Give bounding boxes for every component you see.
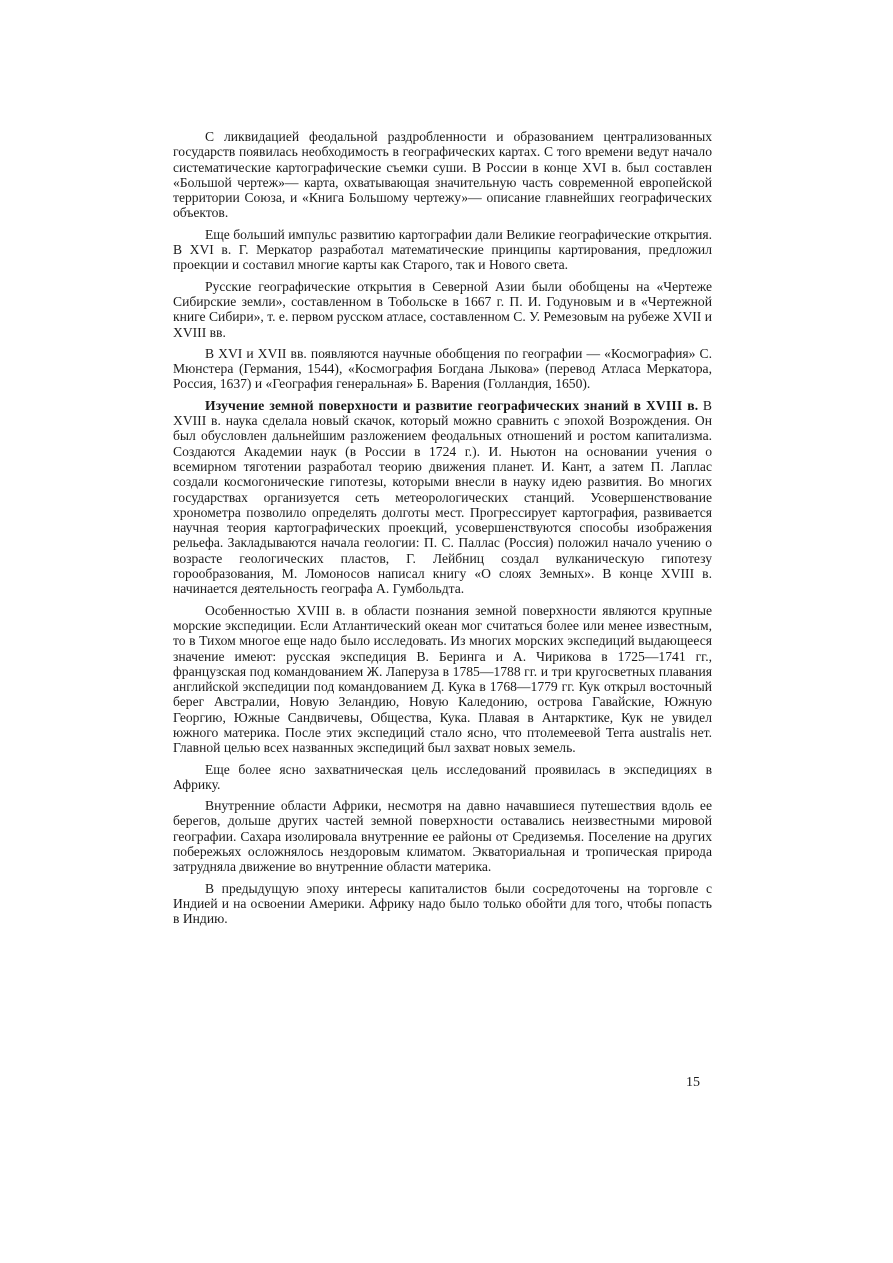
section-heading: Изучение земной поверхности и развитие географических знаний в XVIII в. <box>205 397 699 413</box>
paragraph-5 <box>173 398 712 597</box>
paragraph-3 <box>173 279 712 340</box>
body-text <box>173 129 712 933</box>
paragraph-2 <box>173 227 712 273</box>
paragraph-7-text: Еще более ясно захватническая цель исследований проявилась в экспедициях в Африку. <box>173 761 712 792</box>
paragraph-3-text: Русские географические открытия в Северной Азии были обобщены на «Чертеже Сибирские земли», составленном в Тобольске в 1667 г. П. И. Годуновым и в «Чертежной книге Сибири», т. е. первом русском атласе, составленном С. У. Ремезовым на рубеже XVII и XVIII вв. <box>173 278 712 340</box>
paragraph-8-text: Внутренние области Африки, несмотря на давно начавшиеся путешествия вдоль ее берегов, дольше других частей земной поверхности оставались неизвестными мировой географии. Сахара изолировала внутренние ее районы от Средиземья. Поселение на других побережьях осложнялось нездоровым климатом. Экваториальная и тропическая природа затрудняла движение во внутренние области материка. <box>173 798 712 875</box>
paragraph-1-text: С ликвидацией феодальной раздробленности и образованием централизованных государств появилась необходимость в географических картах. С того времени ведут начало систематические картографические съемки суши. В России в конце XVI в. был составлен «Большой чертеж»— карта, охватывающая значительную часть современной европейской территории Союза, и «Книга Большому чертежу»— описание главнейших географических объектов. <box>173 129 712 221</box>
paragraph-5-text: В XVIII в. наука сделала новый скачок, который можно сравнить с эпохой Возрождения. Он был обусловлен дальнейшим разложением феодальных отношений и ростом капитализма. Создаются Академии наук (в России в 1724 г.). И. Ньютон на основании учения о всемирном тяготении разработал теорию движения планет. И. Кант, а затем П. Лаплас создали космогонические гипотезы, которыми внесли в науку идею развития. Во многих государствах организуется сеть метеорологических станций. Усовершенствование хронометра позволило определять долготы мест. Прогрессирует картография, развивается научная теория картографических проекций, усовершенствуются способы изображения рельефа. Закладываются начала геологии: П. С. Паллас (Россия) положил начало учению о возрасте геологических пластов, Г. Лейбниц создал вулканическую гипотезу горообразования, М. Ломоносов написал книгу «О слоях Земных». В конце XVIII в. начинается деятельность географа А. Гумбольдта. <box>173 397 712 597</box>
paragraph-8 <box>173 798 712 874</box>
paragraph-4 <box>173 346 712 392</box>
paragraph-9 <box>173 881 712 927</box>
page-number: 15 <box>686 1075 700 1090</box>
paragraph-4-text: В XVI и XVII вв. появляются научные обобщения по географии — «Космография» С. Мюнстера (Германия, 1544), «Космография Богдана Лыкова» (перевод Атласа Меркатора, Россия, 1637) и «География генеральная» Б. Варения (Голландия, 1650). <box>173 345 712 392</box>
paragraph-6-text: Особенностью XVIII в. в области познания земной поверхности являются крупные морские экспедиции. Если Атлантический океан мог считаться более или менее известным, то в Тихом многое еще надо было исследовать. Из многих морских экспедиций выдающееся значение имеют: русская экспедиция В. Беринга и А. Чирикова в 1725—1741 гг., французская под командованием Ж. Лаперуза в 1785—1788 гг. и три кругосветных плавания английской экспедиции под командованием Д. Кука в 1768—1779 гг. Кук открыл восточный берег Австралии, Новую Зеландию, Новую Каледонию, острова Гавайские, Южную Георгию, Южные Сандвичевы, Общества, Кука. Плавая в Антарктике, Кук не увидел южного материка. После этих экспедиций стало ясно, что птолемеевой Terra australis нет. Главной целью всех названных экспедиций был захват новых земель. <box>173 602 712 756</box>
paragraph-2-text: Еще больший импульс развитию картографии дали Великие географические открытия. В XVI в. Г. Меркатор разработал математические принципы картирования, предложил проекции и составил многие карты как Старого, так и Нового света. <box>173 226 712 273</box>
paragraph-1 <box>173 129 712 221</box>
paragraph-9-text: В предыдущую эпоху интересы капиталистов были сосредоточены на торговле с Индией и на освоении Америки. Африку надо было только обойти для того, чтобы попасть в Индию. <box>173 880 712 927</box>
paragraph-7 <box>173 762 712 793</box>
paragraph-6 <box>173 603 712 756</box>
